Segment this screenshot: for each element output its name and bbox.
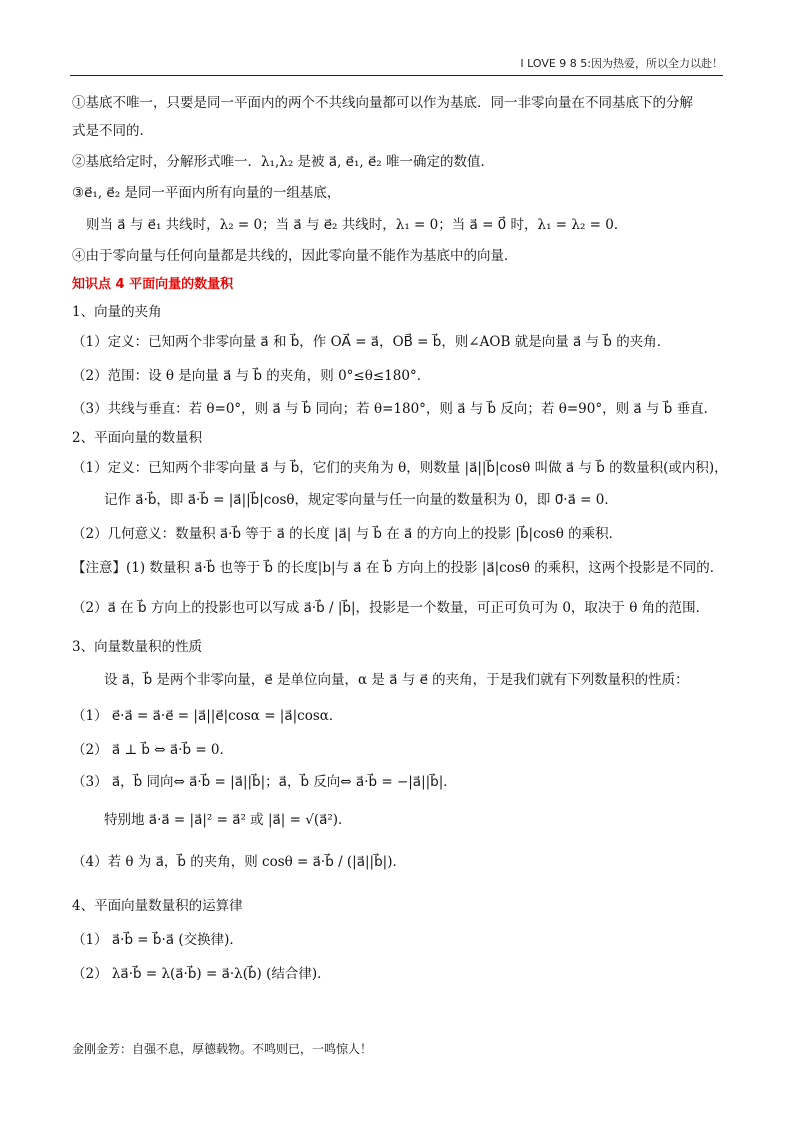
text-line: 则当 a⃗ 与 e⃗₁ 共线时，λ₂ = 0；当 a⃗ 与 e⃗₂ 共线时，λ₁ = 0；当 a⃗ = 0⃗ 时，λ₁ = λ₂ = 0．: [86, 217, 628, 233]
text-line: （3）共线与垂直：若 θ=0°，则 a⃗ 与 b⃗ 同向；若 θ=180°，则 a⃗ 与 b⃗ 反向；若 θ=90°，则 a⃗ 与 b⃗ 垂直．: [72, 401, 718, 417]
text-line: （1）定义：已知两个非零向量 a⃗ 和 b⃗，作 OA⃗ = a⃗，OB⃗ = b⃗，则∠AOB 就是向量 a⃗ 与 b⃗ 的夹角．: [72, 334, 671, 350]
text-line: 3、向量数量积的性质: [72, 639, 203, 655]
text-line: （2）几何意义：数量积 a⃗·b⃗ 等于 a⃗ 的长度 |a⃗| 与 b⃗ 在 a⃗ 的方向上的投影 |b⃗|cosθ 的乘积．: [72, 526, 623, 542]
page-header: I LOVE 9 8 5:因为热爱，所以全力以赴！: [70, 55, 723, 76]
text-line: ④由于零向量与任何向量都是共线的，因此零向量不能作为基底中的向量．: [72, 248, 518, 264]
text-line: 【注意】(1) 数量积 a⃗·b⃗ 也等于 b⃗ 的长度|b|与 a⃗ 在 b⃗ 方向上的投影 |a⃗|cosθ 的乘积，这两个投影是不同的．: [72, 560, 724, 576]
text-line: ②基底给定时，分解形式唯一．λ₁,λ₂ 是被 a⃗, e⃗₁, e⃗₂ 唯一确定的数值．: [72, 154, 494, 170]
text-line: 设 a⃗，b⃗ 是两个非零向量，e⃗ 是单位向量，α 是 a⃗ 与 e⃗ 的夹角，于是我们就有下列数量积的性质：: [104, 672, 689, 688]
text-line: （4）若 θ 为 a⃗，b⃗ 的夹角，则 cosθ = a⃗·b⃗ / (|a⃗||b⃗|)．: [72, 854, 406, 870]
text-line: 4、平面向量数量积的运算律: [72, 898, 243, 914]
text-line: （2）范围：设 θ 是向量 a⃗ 与 b⃗ 的夹角，则 0°≤θ≤180°．: [72, 368, 431, 384]
text-line: （1） e⃗·a⃗ = a⃗·e⃗ = |a⃗||e⃗|cosα = |a⃗|cosα．: [72, 708, 343, 724]
text-line: 1、向量的夹角: [72, 304, 162, 320]
text-line: （2） a⃗ ⊥ b⃗ ⇔ a⃗·b⃗ = 0．: [72, 742, 234, 758]
text-line: （2）a⃗ 在 b⃗ 方向上的投影也可以写成 a⃗·b⃗ / |b⃗|，投影是一个数量，可正可负可为 0，取决于 θ 角的范围．: [72, 600, 710, 616]
text-line: ③e⃗₁, e⃗₂ 是同一平面内所有向量的一组基底，: [72, 185, 341, 201]
text-line: （2） λa⃗·b⃗ = λ(a⃗·b⃗) = a⃗·λ(b⃗) (结合律)．: [72, 966, 331, 982]
text-line: 特别地 a⃗·a⃗ = |a⃗|² = a⃗² 或 |a⃗| = √(a⃗²)．: [104, 812, 352, 828]
text-line: （1） a⃗·b⃗ = b⃗·a⃗ (交换律)．: [72, 932, 243, 948]
section-heading: 知识点 4 平面向量的数量积: [72, 277, 234, 292]
text-line: 2、平面向量的数量积: [72, 430, 203, 446]
page-footer: 金刚金芳：自强不息，厚德载物。不鸣则已，一鸣惊人！: [72, 1042, 373, 1056]
text-line: （3） a⃗，b⃗ 同向⇔ a⃗·b⃗ = |a⃗||b⃗|；a⃗，b⃗ 反向⇔ a⃗·b⃗ = −|a⃗||b⃗|．: [72, 774, 457, 790]
text-line: ①基底不唯一，只要是同一平面内的两个不共线向量都可以作为基底．同一非零向量在不同基底下的分解: [72, 95, 693, 111]
text-line: 式是不同的．: [72, 123, 153, 139]
text-line: 记作 a⃗·b⃗，即 a⃗·b⃗ = |a⃗||b⃗|cosθ，规定零向量与任一向量的数量积为 0，即 0⃗·a⃗ = 0．: [104, 492, 618, 508]
text-line: （1）定义：已知两个非零向量 a⃗ 与 b⃗，它们的夹角为 θ，则数量 |a⃗||b⃗|cosθ 叫做 a⃗ 与 b⃗ 的数量积(或内积)，: [72, 460, 728, 476]
